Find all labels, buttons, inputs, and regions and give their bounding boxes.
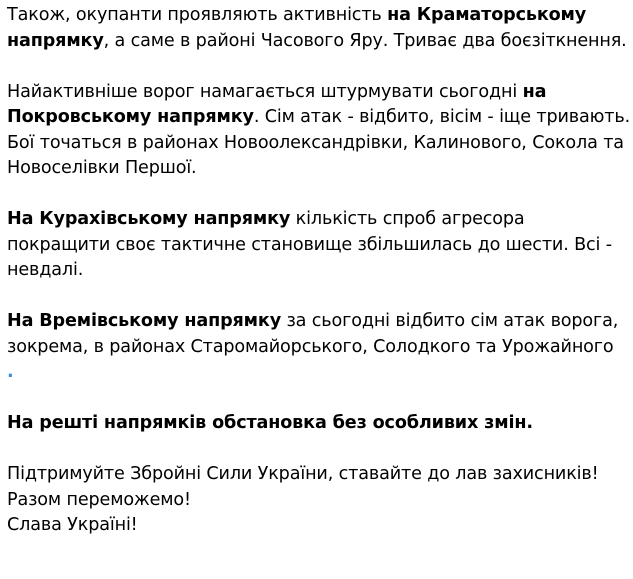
text: за сьогодні відбито сім атак ворога, зокрема, в районах Старомайорського, Солодкого та Урожайного	[7, 311, 619, 357]
paragraph-other-directions	[7, 411, 633, 437]
closing-line-3: Слава Україні!	[7, 515, 138, 535]
paragraph-vremivka	[7, 309, 633, 386]
bold-direction: На Курахівському напрямку	[7, 209, 291, 229]
text: . Сім атак - відбито, вісім - іще тривають. Бої точаться в районах Новоолександрівки, Калинового, Сокола та Новоселівки Першої.	[7, 107, 631, 178]
closing-line-2: Разом переможемо!	[7, 489, 191, 510]
paragraph-kramatorsk	[7, 3, 633, 54]
paragraph-closing	[7, 462, 633, 539]
text: Також, окупанти проявляють активність	[7, 5, 388, 25]
bold-statement: На решті напрямків обстановка без особливих змін.	[7, 413, 533, 433]
bold-direction: на Краматорському напрямку	[7, 5, 587, 51]
bold-direction: на Покровському напрямку	[7, 81, 547, 127]
text: Найактивніше ворог намагається штурмувати сьогодні	[7, 81, 523, 102]
closing-line-1: Підтримуйте Збройні Сили України, ставайте до лав захисників!	[7, 464, 599, 484]
text: кількість спроб агресора покращити своє тактичне становище збільшилась до шести. Всі - невдалі.	[7, 209, 612, 280]
paragraph-kurakhove	[7, 207, 633, 284]
paragraph-pokrovsk	[7, 80, 633, 182]
text: , а саме в районі Часового Яру. Триває два боєзіткнення.	[103, 30, 627, 51]
bold-direction: На Времівському напрямку	[7, 311, 282, 331]
trailing-dot: .	[7, 362, 14, 382]
